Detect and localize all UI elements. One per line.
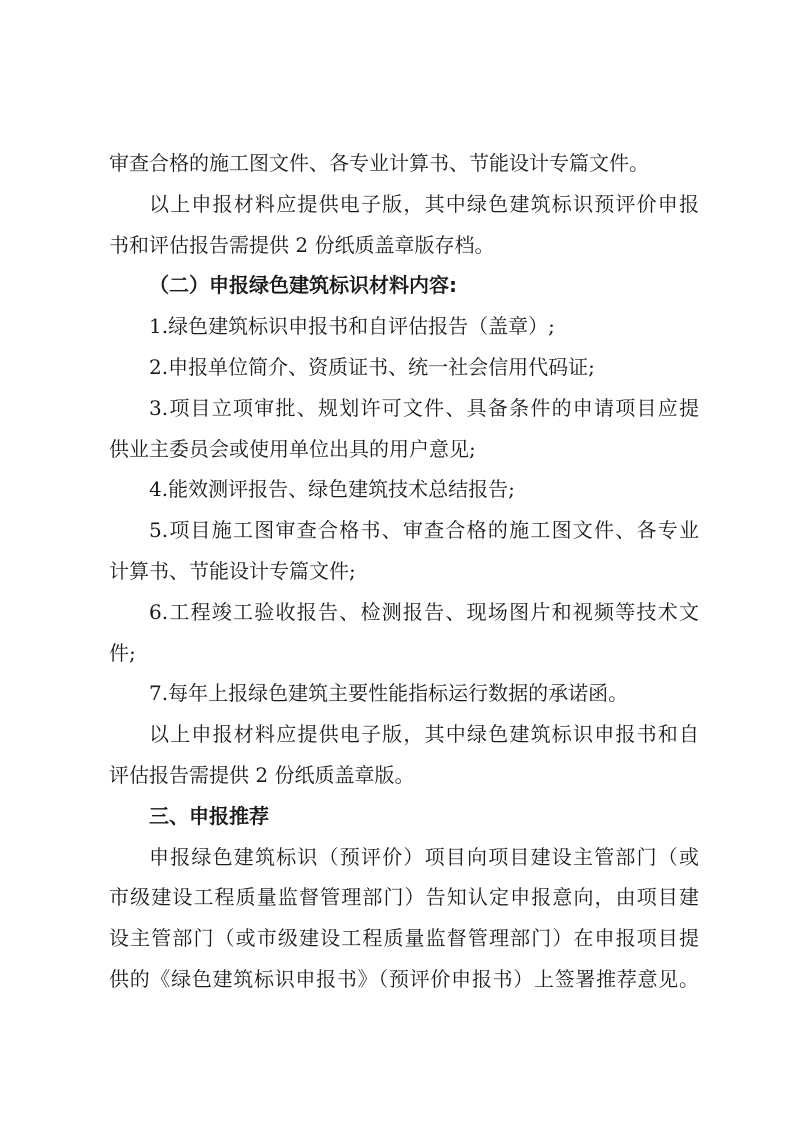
section-heading: 三、申报推荐 xyxy=(149,804,269,828)
paragraph-line: 申报绿色建筑标识（预评价）项目向项目建设主管部门（或 xyxy=(149,845,699,869)
paragraph-line: 以上申报材料应提供电子版，其中绿色建筑标识申报书和自 xyxy=(149,722,699,746)
paragraph-line: 书和评估报告需提供 2 份纸质盖章版存档。 xyxy=(109,233,495,257)
list-item: 7.每年上报绿色建筑主要性能指标运行数据的承诺函。 xyxy=(149,681,629,705)
list-item: 6.工程竣工验收报告、检测报告、现场图片和视频等技术文 xyxy=(149,600,699,624)
paragraph-line: 以上申报材料应提供电子版，其中绿色建筑标识预评价申报 xyxy=(149,192,699,216)
list-item-continuation: 供业主委员会或使用单位出具的用户意见; xyxy=(109,437,476,461)
list-item-continuation: 件; xyxy=(109,641,136,665)
section-heading: （二）申报绿色建筑标识材料内容: xyxy=(149,273,457,297)
list-item-continuation: 计算书、节能设计专篇文件; xyxy=(109,559,356,583)
list-item: 3.项目立项审批、规划许可文件、具备条件的申请项目应提 xyxy=(149,396,699,420)
list-item: 4.能效测评报告、绿色建筑技术总结报告; xyxy=(149,477,515,501)
list-item: 5.项目施工图审查合格书、审查合格的施工图文件、各专业 xyxy=(149,518,699,542)
paragraph-line: 供的《绿色建筑标识申报书》（预评价申报书）上签署推荐意见。 xyxy=(109,967,699,991)
list-item: 1.绿色建筑标识申报书和自评估报告（盖章）; xyxy=(149,314,555,338)
paragraph-line: 设主管部门（或市级建设工程质量监督管理部门）在申报项目提 xyxy=(109,926,699,950)
list-item: 2.申报单位简介、资质证书、统一社会信用代码证; xyxy=(149,355,595,379)
paragraph-line: 市级建设工程质量监督管理部门）告知认定申报意向，由项目建 xyxy=(109,885,699,909)
paragraph-line: 评估报告需提供 2 份纸质盖章版。 xyxy=(109,763,415,787)
paragraph-line: 审查合格的施工图文件、各专业计算书、节能设计专篇文件。 xyxy=(109,151,649,175)
